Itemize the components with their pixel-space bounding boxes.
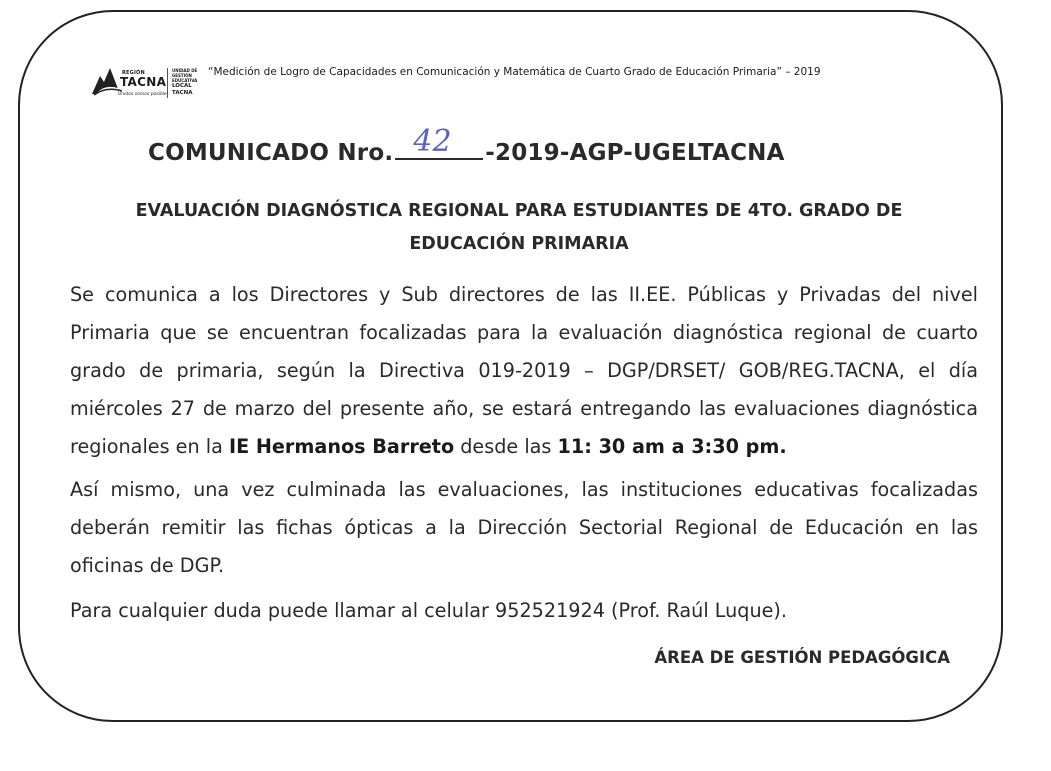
title-suffix: -2019-AGP-UGELTACNA <box>485 140 785 166</box>
ugel-logo-text <box>172 68 212 97</box>
logo-divider <box>167 68 168 98</box>
body-paragraph-2: Así mismo, una vez culminada las evaluaciones, las instituciones educativas focalizadas deberán remitir las fichas ópticas a la Dirección Sectorial Regional de Educación en las oficinas de DGP. <box>70 478 978 577</box>
paragraph-1-place: IE Hermanos Barreto <box>228 435 455 458</box>
header-project-title: “Medición de Logro de Capacidades en Comunicación y Matemática de Cuarto Grado de Educación Primaria” – 2019 <box>208 66 821 78</box>
handwritten-number: 42 <box>413 124 452 159</box>
title-prefix: COMUNICADO Nro. <box>148 140 394 166</box>
logo-name: TACNA <box>120 75 167 89</box>
ugel-line: UNIDAD DE <box>172 68 198 73</box>
body-paragraph-3: Para cualquier duda puede llamar al celular 952521924 (Prof. Raúl Luque). <box>70 599 787 622</box>
signature-department: ÁREA DE GESTIÓN PEDAGÓGICA <box>654 648 950 667</box>
subtitle-line-1: EVALUACIÓN DIAGNÓSTICA REGIONAL PARA ESTUDIANTES DE 4TO. GRADO DE <box>135 201 903 221</box>
communique-title <box>148 124 785 166</box>
title-number-blank <box>395 124 483 160</box>
region-tacna-logo <box>90 64 218 104</box>
paragraph-1-mid: desde las <box>454 435 558 458</box>
ugel-line: GESTIÓN <box>172 73 192 78</box>
communique-subtitle <box>60 195 978 261</box>
logo-region-label: REGIÓN <box>122 70 145 76</box>
body-paragraph-1 <box>70 276 978 466</box>
ugel-name: LOCAL TACNA <box>172 83 193 96</box>
paragraph-1-time: 11: 30 am a 3:30 pm. <box>557 435 787 458</box>
paragraph-1-text: Se comunica a los Directores y Sub directores de las II.EE. Públicas y Privadas del nivel Primaria que se encuentran focalizadas para la evaluación diagnóstica regional de cuarto grado de primaria, según la Directiva 019-2019 – DGP/DRSET/ GOB/REG.TACNA, el día miércoles 27 de marzo del presente año, se estará entregando las evaluaciones diagnóstica regionales en la <box>70 283 978 458</box>
ugel-line: EDUCATIVA <box>172 78 198 83</box>
subtitle-line-2: EDUCACIÓN PRIMARIA <box>409 234 629 254</box>
document-header <box>90 62 990 106</box>
logo-slogan: Unidos somos posible <box>118 92 167 97</box>
